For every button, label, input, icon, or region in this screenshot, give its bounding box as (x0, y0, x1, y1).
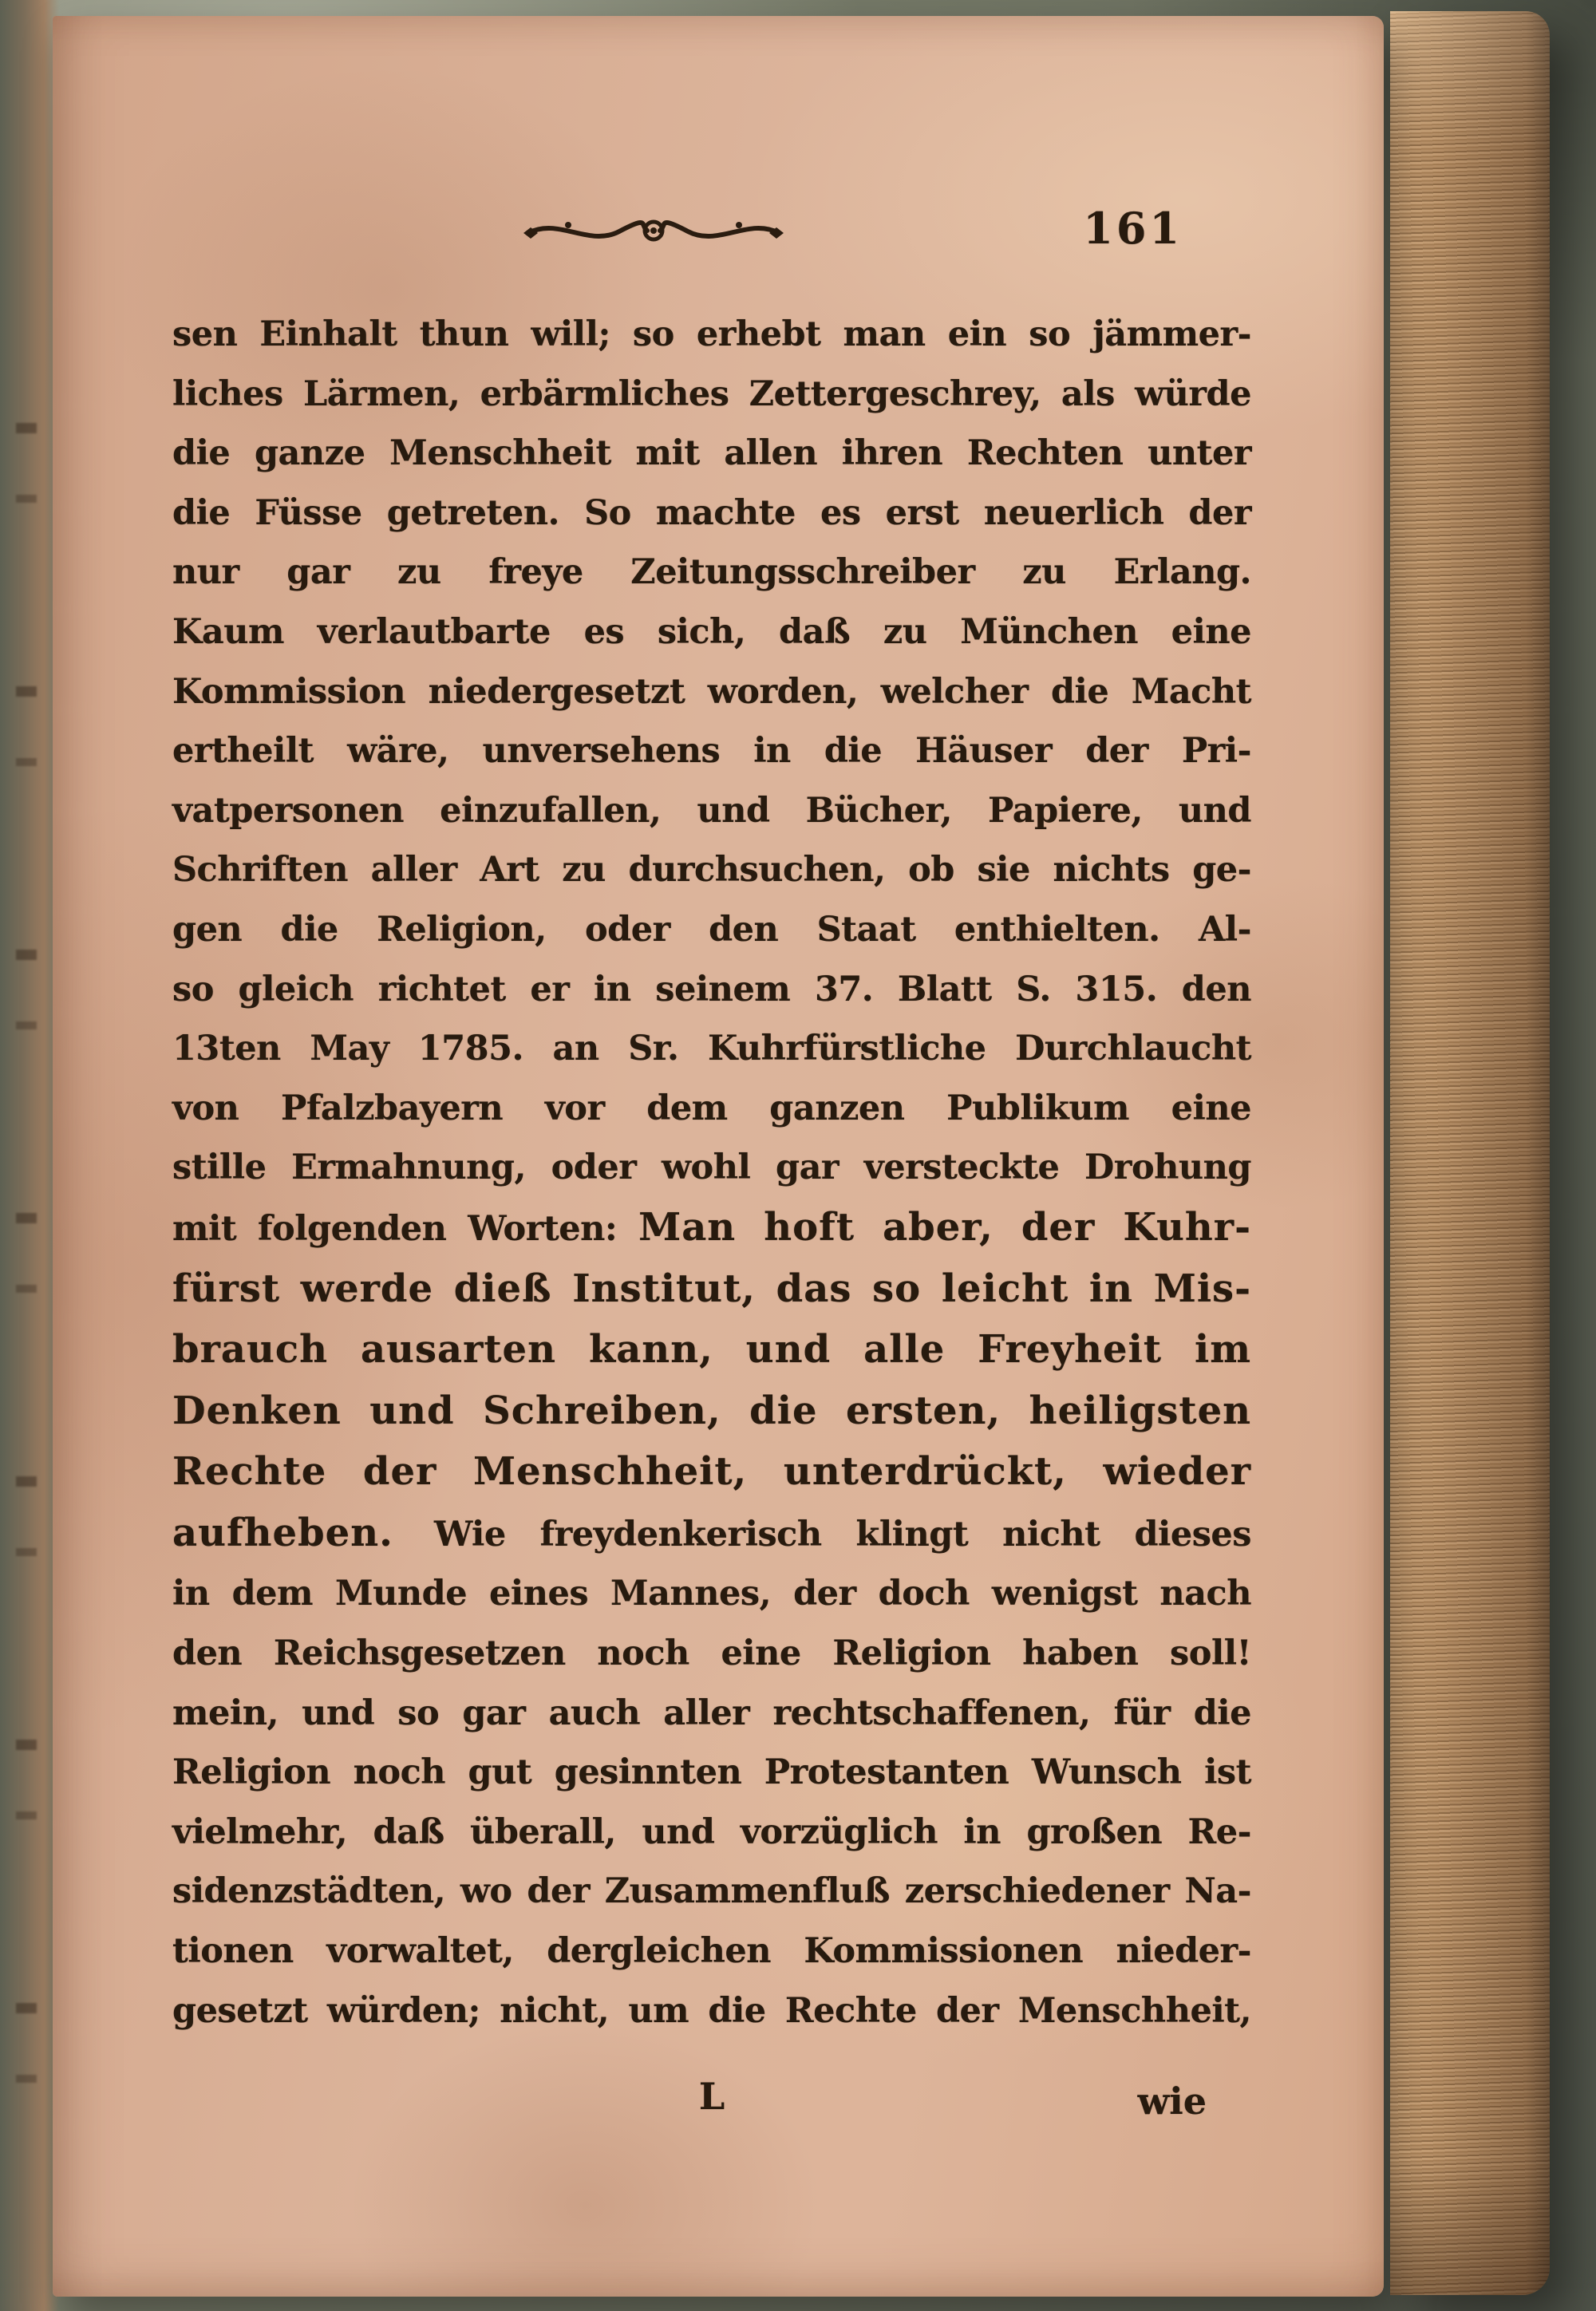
page-edges (1390, 11, 1550, 2295)
page-footer (172, 2075, 1251, 2139)
text-line: die ganze Menschheit mit allen ihren Rechten unter (172, 433, 1251, 474)
text-line: sen Einhalt thun will; so erhebt man ein so jämmer- (172, 314, 1251, 354)
text-line: Rechte der Menschheit, unterdrückt, wieder (172, 1449, 1251, 1495)
text-line: Denken und Schreiben, die ersten, heiligsten (172, 1388, 1251, 1433)
text-line: stille Ermahnung, oder wohl gar versteckte Drohung (172, 1148, 1251, 1188)
catchword: wie (1137, 2080, 1207, 2123)
text-line: tionen vorwaltet, dergleichen Kommissionen nieder- (172, 1931, 1251, 1972)
text-line: sidenzstädten, wo der Zusammenfluß zerschiedener Na- (172, 1871, 1251, 1912)
text-line: vatpersonen einzufallen, und Bücher, Papiere, und (172, 790, 1251, 831)
text-line: so gleich richtet er in seinem 37. Blatt S. 315. den (172, 969, 1251, 1009)
text-line: gesetzt würden; nicht, um die Rechte der Menschheit, (172, 1990, 1251, 2031)
text-line: den Reichsgesetzen noch eine Religion haben soll! (172, 1634, 1251, 1674)
text-line: Schriften aller Art zu durchsuchen, ob sie nichts ge- (172, 850, 1251, 891)
text-line: gen die Religion, oder den Staat enthielten. Al- (172, 909, 1251, 950)
text-line: von Pfalzbayern vor dem ganzen Publikum eine (172, 1088, 1251, 1128)
spine-gutter (0, 0, 59, 2311)
text-line: die Füsse getreten. So machte es erst neuerlich der (172, 492, 1251, 533)
header-ornament (522, 214, 785, 247)
signature-mark: L (698, 2075, 725, 2118)
body-text (172, 305, 1251, 2040)
text-line: liches Lärmen, erbärmliches Zettergeschrey, als würde (172, 373, 1251, 414)
text-line: Kaum verlautbarte es sich, daß zu München eine (172, 611, 1251, 652)
text-line: mit folgenden Worten: Man hoft aber, der Kuhr- (172, 1204, 1251, 1250)
text-line: 13ten May 1785. an Sr. Kuhrfürstliche Durchlaucht (172, 1029, 1251, 1069)
text-line: mein, und so gar auch aller rechtschaffenen, für die (172, 1693, 1251, 1733)
text-line: Religion noch gut gesinnten Protestanten Wunsch ist (172, 1752, 1251, 1793)
text-line: nur gar zu freye Zeitungsschreiber zu Erlang. (172, 552, 1251, 593)
text-line: fürst werde dieß Institut, das so leicht in Mis- (172, 1266, 1251, 1311)
previous-page-fragments (16, 303, 37, 2139)
text-line: ertheilt wäre, unversehens in die Häuser der Pri- (172, 731, 1251, 772)
text-line: aufheben. Wie freydenkerisch klingt nicht dieses (172, 1510, 1251, 1555)
text-line: brauch ausarten kann, und alle Freyheit im (172, 1327, 1251, 1373)
text-line: in dem Munde eines Mannes, der doch wenigst nach (172, 1574, 1251, 1614)
book-page (53, 16, 1384, 2297)
text-line: vielmehr, daß überall, und vorzüglich in großen Re- (172, 1811, 1251, 1852)
page-number: 161 (1083, 203, 1183, 254)
text-line: Kommission niedergesetzt worden, welcher die Macht (172, 671, 1251, 712)
page-header (172, 201, 1250, 265)
